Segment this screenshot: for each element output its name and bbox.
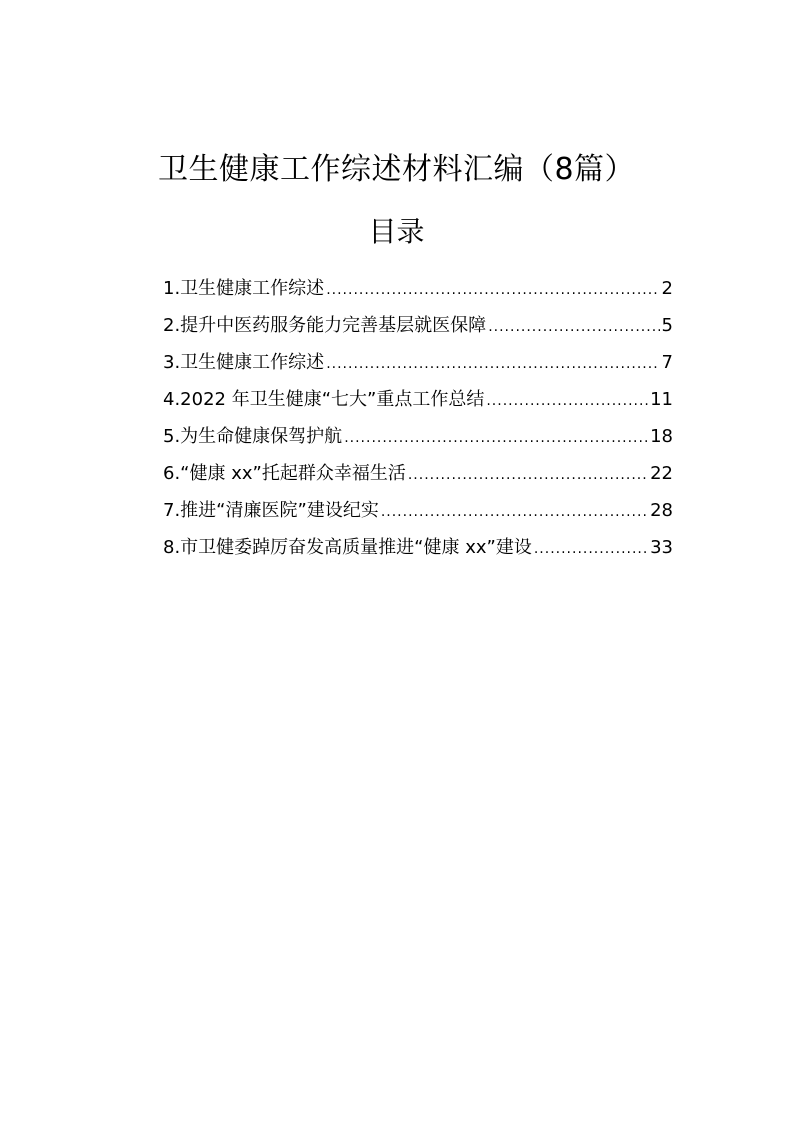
toc-entry[interactable] xyxy=(163,270,673,307)
toc-page-number: 11 xyxy=(650,389,673,410)
toc-entry[interactable] xyxy=(163,307,673,344)
toc-page-number: 2 xyxy=(661,278,673,299)
toc-page-number: 22 xyxy=(650,463,673,484)
toc-page-number: 28 xyxy=(650,500,673,521)
toc-page-number: 5 xyxy=(661,315,673,336)
toc-entry-title: 4.2022 年卫生健康“七大”重点工作总结 xyxy=(163,389,485,410)
toc-dot-leader xyxy=(326,272,659,309)
toc-entry-title: 5.为生命健康保驾护航 xyxy=(163,426,343,447)
toc-entry-title: 2.提升中医药服务能力完善基层就医保障 xyxy=(163,315,487,336)
toc-entry[interactable] xyxy=(163,455,673,492)
toc-entry-title: 7.推进“清廉医院”建设纪实 xyxy=(163,500,379,521)
toc-dot-leader xyxy=(486,383,648,420)
toc-entry[interactable] xyxy=(163,529,673,566)
toc-entry-title: 1.卫生健康工作综述 xyxy=(163,278,325,299)
table-of-contents xyxy=(163,270,673,566)
toc-entry[interactable] xyxy=(163,344,673,381)
toc-entry[interactable] xyxy=(163,492,673,529)
toc-dot-leader xyxy=(534,531,648,568)
toc-dot-leader xyxy=(381,494,648,531)
toc-entry[interactable] xyxy=(163,418,673,455)
toc-page-number: 18 xyxy=(650,426,673,447)
document-title: 卫生健康工作综述材料汇编（8篇） xyxy=(157,152,636,187)
toc-entry-title: 3.卫生健康工作综述 xyxy=(163,352,325,373)
toc-entry[interactable] xyxy=(163,381,673,418)
toc-entry-title: 8.市卫健委踔厉奋发高质量推进“健康 xx”建设 xyxy=(163,537,532,558)
toc-dot-leader xyxy=(408,457,648,494)
toc-dot-leader xyxy=(326,346,659,383)
toc-dot-leader xyxy=(488,309,659,346)
toc-heading: 目录 xyxy=(368,215,425,248)
toc-dot-leader xyxy=(344,420,648,457)
toc-page-number: 33 xyxy=(650,537,673,558)
toc-page-number: 7 xyxy=(661,352,673,373)
toc-entry-title: 6.“健康 xx”托起群众幸福生活 xyxy=(163,463,406,484)
